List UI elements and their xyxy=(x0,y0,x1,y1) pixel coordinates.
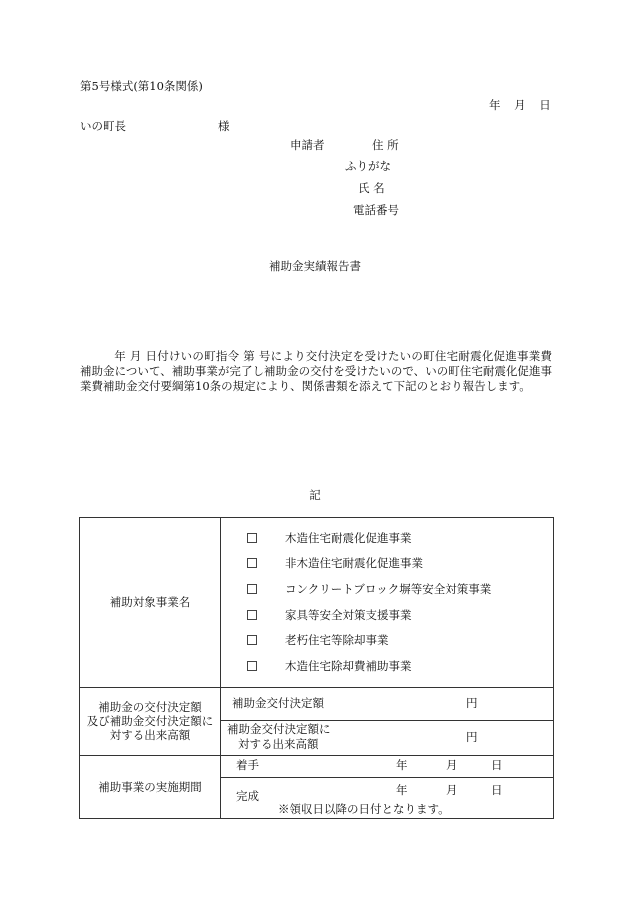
decision-amount-label: 補助金交付決定額 xyxy=(232,695,324,710)
year-unit: 年 xyxy=(396,782,408,797)
year-unit: 年 xyxy=(396,757,408,772)
outcome-amount-label-line2: 対する出来高額 xyxy=(238,736,319,751)
checkbox[interactable] xyxy=(247,661,257,671)
applicant-role: 申請者 xyxy=(290,138,325,152)
day-unit: 日 xyxy=(491,757,503,772)
checkbox[interactable] xyxy=(247,610,257,620)
date-line: 年 月 日 xyxy=(489,98,551,112)
month-unit: 月 xyxy=(446,757,458,772)
applicant-phone-label: 電話番号 xyxy=(353,203,399,217)
project-option-label: 老朽住宅等除却事業 xyxy=(285,633,389,648)
ki-heading: 記 xyxy=(309,488,321,502)
checkbox[interactable] xyxy=(247,533,257,543)
project-option-label: 非木造住宅耐震化促進事業 xyxy=(285,556,423,571)
start-label: 着手 xyxy=(236,757,259,772)
checkbox[interactable] xyxy=(247,635,257,645)
project-label: 補助対象事業名 xyxy=(80,518,221,688)
completion-date-cell[interactable] xyxy=(221,777,554,818)
project-option[interactable] xyxy=(221,653,553,679)
project-option-label: 木造住宅耐震化促進事業 xyxy=(285,530,412,545)
checkbox[interactable] xyxy=(247,558,257,568)
project-option[interactable] xyxy=(221,602,553,628)
period-label: 補助事業の実施期間 xyxy=(80,755,221,818)
outcome-amount-label-line1: 補助金交付決定額に xyxy=(227,721,331,736)
amount-label-line: 及び補助金交付決定額に xyxy=(86,714,214,729)
decision-amount-row xyxy=(80,687,554,720)
project-option[interactable] xyxy=(221,576,553,602)
project-checkbox-cell xyxy=(221,518,554,688)
amount-label-line: 対する出来高額 xyxy=(109,728,191,743)
start-date-cell[interactable] xyxy=(221,755,554,777)
addressee: いの町長 xyxy=(80,119,126,133)
outcome-amount-cell[interactable] xyxy=(221,720,554,755)
project-row xyxy=(80,518,554,688)
project-option-label: 木造住宅除却費補助事業 xyxy=(285,658,412,673)
date-note: ※領収日以降の日付となります。 xyxy=(278,801,450,816)
honorific: 様 xyxy=(218,119,230,133)
applicant-name-label: 氏 名 xyxy=(358,181,385,195)
amount-label-line: 補助金の交付決定額 xyxy=(98,700,202,715)
applicant-address-label: 住 所 xyxy=(372,138,399,152)
document-title: 補助金実績報告書 xyxy=(269,259,361,273)
checkbox[interactable] xyxy=(247,584,257,594)
project-option-label: コンクリートブロック塀等安全対策事業 xyxy=(285,581,492,596)
form-number: 第5号様式(第10条関係) xyxy=(80,79,203,93)
report-table xyxy=(79,517,554,819)
day-unit: 日 xyxy=(491,782,503,797)
start-row xyxy=(80,755,554,777)
decision-amount-cell[interactable] xyxy=(221,687,554,720)
project-option[interactable] xyxy=(221,551,553,577)
month-unit: 月 xyxy=(446,782,458,797)
project-option[interactable] xyxy=(221,627,553,653)
yen-unit: 円 xyxy=(466,695,478,710)
project-option-label: 家具等安全対策支援事業 xyxy=(285,607,412,622)
body-text: 年 月 日付けいの町指令 第 号により交付決定を受けたいの町住宅耐震化促進事業費補助金について、補助事業が完了し補助金の交付を受けたいので、いの町住宅耐震化促進事業費補助金交付要綱第10条の規定により、関係書類を添えて下記のとおり報告します。 xyxy=(80,349,552,393)
amount-label xyxy=(80,687,221,755)
completion-label: 完成 xyxy=(236,788,259,803)
applicant-furigana-label: ふりがな xyxy=(345,159,391,173)
project-option[interactable] xyxy=(221,525,553,551)
body-paragraph xyxy=(80,349,552,394)
yen-unit: 円 xyxy=(466,729,478,744)
